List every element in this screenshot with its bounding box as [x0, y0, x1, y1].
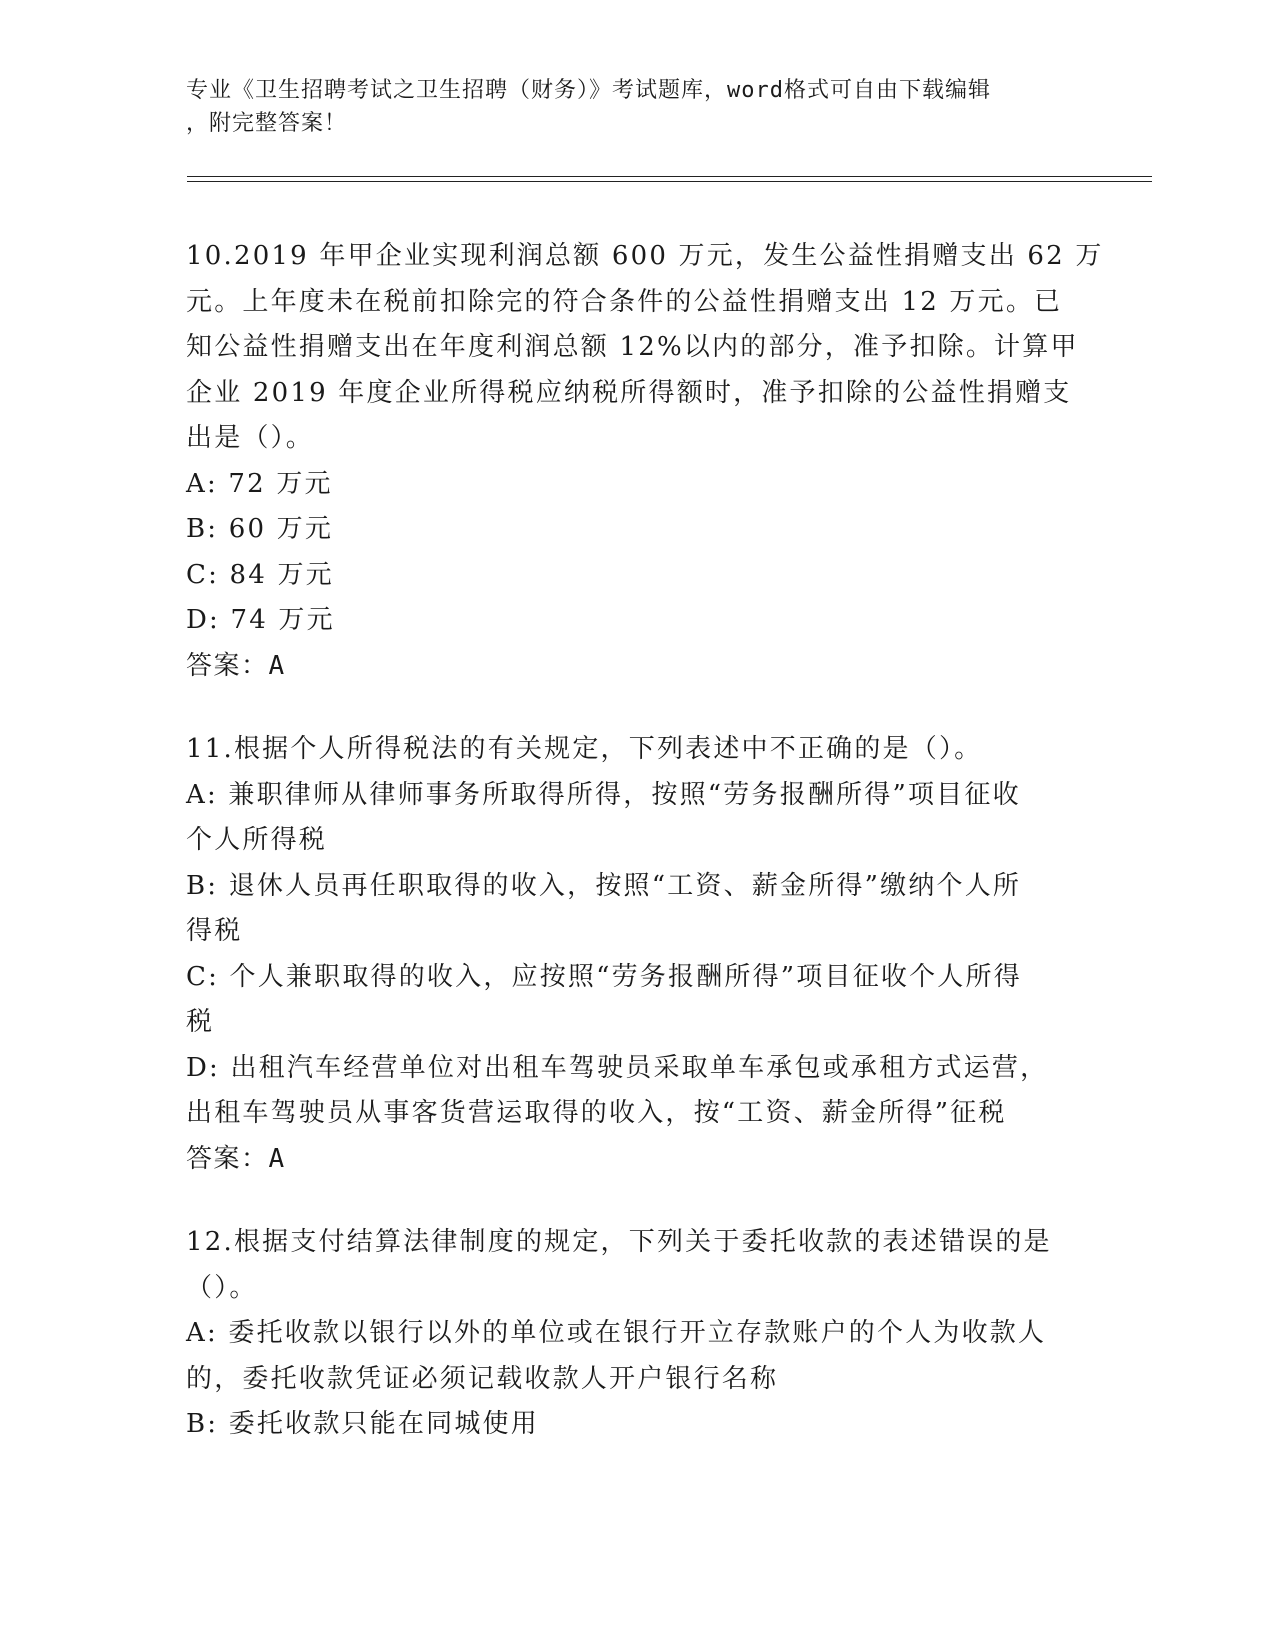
question-text-line: 元。上年度未在税前扣除完的符合条件的公益性捐赠支出 12 万元。已 — [186, 286, 1063, 317]
option-a — [186, 1311, 1086, 1402]
question-text — [186, 727, 1086, 773]
option-b — [186, 1402, 1086, 1448]
answer-value: A — [268, 650, 286, 681]
option-line: A: 72 万元 — [186, 468, 333, 499]
option-line: D: 74 万元 — [186, 605, 335, 635]
header-line-2: ，附完整答案！ — [186, 111, 348, 136]
option-line: B: 退休人员再任职取得的收入，按照“工资、薪金所得”缴纳个人所 — [186, 870, 1022, 901]
option-b — [186, 864, 1086, 955]
option-line: A: 委托收款以银行以外的单位或在银行开立存款账户的个人为收款人 — [186, 1318, 1047, 1348]
document-header — [186, 74, 1066, 140]
option-line: A: 兼职律师从律师事务所取得所得，按照“劳务报酬所得”项目征收 — [186, 779, 1021, 810]
question-text — [186, 234, 1104, 462]
question-12 — [186, 1220, 1086, 1448]
option-line: 得税 — [186, 916, 243, 946]
question-10 — [186, 234, 1104, 689]
question-11 — [186, 727, 1086, 1182]
option-line: B: 60 万元 — [186, 514, 334, 544]
option-line: 的，委托收款凭证必须记载收款人开户银行名称 — [186, 1363, 779, 1394]
option-line: B: 委托收款只能在同城使用 — [186, 1409, 539, 1439]
option-a — [186, 773, 1086, 864]
question-text-line: 12.根据支付结算法律制度的规定，下列关于委托收款的表述错误的是 — [186, 1227, 1052, 1257]
question-text-line: 10.2019 年甲企业实现利润总额 600 万元，发生公益性捐赠支出 62 万 — [186, 241, 1104, 271]
answer — [186, 1137, 1086, 1183]
question-text-line: 企业 2019 年度企业所得税应纳税所得额时，准予扣除的公益性捐赠支 — [186, 377, 1072, 408]
option-d — [186, 598, 1086, 644]
option-b — [186, 507, 1086, 553]
option-d — [186, 1046, 1086, 1137]
answer-label: 答案： — [186, 650, 269, 681]
header-line-1: 专业《卫生招聘考试之卫生招聘（财务）》考试题库，word格式可自由下载编辑 — [186, 78, 991, 103]
question-text-line: 知公益性捐赠支出在年度利润总额 12%以内的部分，准予扣除。计算甲 — [186, 332, 1079, 362]
option-c — [186, 553, 1086, 599]
option-line: 税 — [186, 1007, 215, 1037]
answer — [186, 644, 1086, 690]
question-list — [186, 234, 1104, 1486]
question-text-line: 11.根据个人所得税法的有关规定，下列表述中不正确的是（）。 — [186, 734, 983, 764]
option-line: C: 84 万元 — [186, 559, 334, 590]
option-c — [186, 955, 1086, 1046]
question-text — [186, 1220, 1086, 1311]
option-line: 出租车驾驶员从事客货营运取得的收入，按“工资、薪金所得”征税 — [186, 1098, 1007, 1128]
answer-label: 答案： — [186, 1143, 269, 1174]
answer-value: A — [268, 1143, 286, 1174]
header-divider-bottom — [187, 181, 1152, 182]
option-line: C: 个人兼职取得的收入，应按照“劳务报酬所得”项目征收个人所得 — [186, 961, 1022, 992]
option-a — [186, 462, 1086, 508]
question-text-line: 出是（）。 — [186, 423, 315, 453]
question-text-line: （）。 — [186, 1272, 258, 1303]
option-line: 个人所得税 — [186, 825, 328, 855]
option-line: D: 出租汽车经营单位对出租车驾驶员采取单车承包或承租方式运营， — [186, 1052, 1049, 1083]
header-divider-top — [187, 176, 1152, 177]
